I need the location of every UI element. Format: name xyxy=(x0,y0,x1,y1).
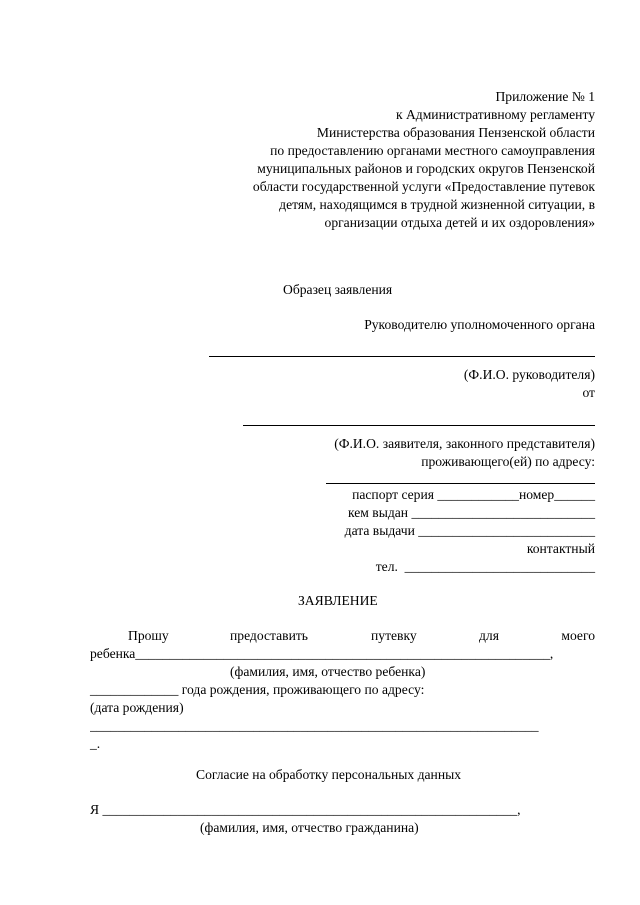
address-line: __________________________________________________________________ xyxy=(90,718,539,733)
residence-line xyxy=(326,483,595,484)
residence-label: проживающего(ей) по адресу: xyxy=(421,454,595,469)
addressee: Руководителю уполномоченного органа xyxy=(364,317,595,332)
statement-title: ЗАЯВЛЕНИЕ xyxy=(298,593,378,608)
header-line: муниципальных районов и городских округов Пензенской xyxy=(257,161,595,176)
issue-date: дата выдачи __________________________ xyxy=(344,523,595,538)
consent-caption: (фамилия, имя, отчество гражданина) xyxy=(200,820,419,835)
contact-label: контактный xyxy=(526,541,595,556)
request-word: моего xyxy=(561,628,595,643)
header-line: области государственной услуги «Предоставление путевок xyxy=(252,179,595,194)
header-line: Министерства образования Пензенской области xyxy=(316,125,595,140)
header-line: детям, находящимся в трудной жизненной ситуации, в xyxy=(279,197,595,212)
passport-series: паспорт серия ____________номер______ xyxy=(352,487,595,502)
request-word: Прошу xyxy=(128,628,169,643)
request-word: путевку xyxy=(371,628,417,643)
applicant-fio-line xyxy=(243,425,595,426)
head-fio-caption: (Ф.И.О. руководителя) xyxy=(463,367,595,382)
header-line: к Административному регламенту xyxy=(395,107,595,122)
header-line: Приложение № 1 xyxy=(495,89,595,104)
request-word: для xyxy=(479,628,499,643)
address-end: _. xyxy=(90,736,101,751)
consent-title: Согласие на обработку персональных данных xyxy=(196,767,462,782)
head-fio-line xyxy=(209,356,595,357)
consent-line: Я _____________________________________________________________, xyxy=(90,802,521,817)
from-word: от xyxy=(582,385,595,400)
child-caption: (фамилия, имя, отчество ребенка) xyxy=(230,664,426,679)
child-line: ребенка_____________________________________________________________, xyxy=(90,646,554,661)
birth-line: _____________ года рождения, проживающего по адресу: xyxy=(90,682,425,697)
sample-title: Образец заявления xyxy=(283,282,393,297)
phone-line: тел. ____________________________ xyxy=(375,559,595,574)
birth-caption: (дата рождения) xyxy=(90,700,184,715)
header-line: организации отдыха детей и их оздоровления» xyxy=(324,215,595,230)
request-word: предоставить xyxy=(230,628,308,643)
header-line: по предоставлению органами местного самоуправления xyxy=(270,143,595,158)
issued-by: кем выдан ___________________________ xyxy=(348,505,595,520)
applicant-caption: (Ф.И.О. заявителя, законного представителя) xyxy=(334,436,595,451)
